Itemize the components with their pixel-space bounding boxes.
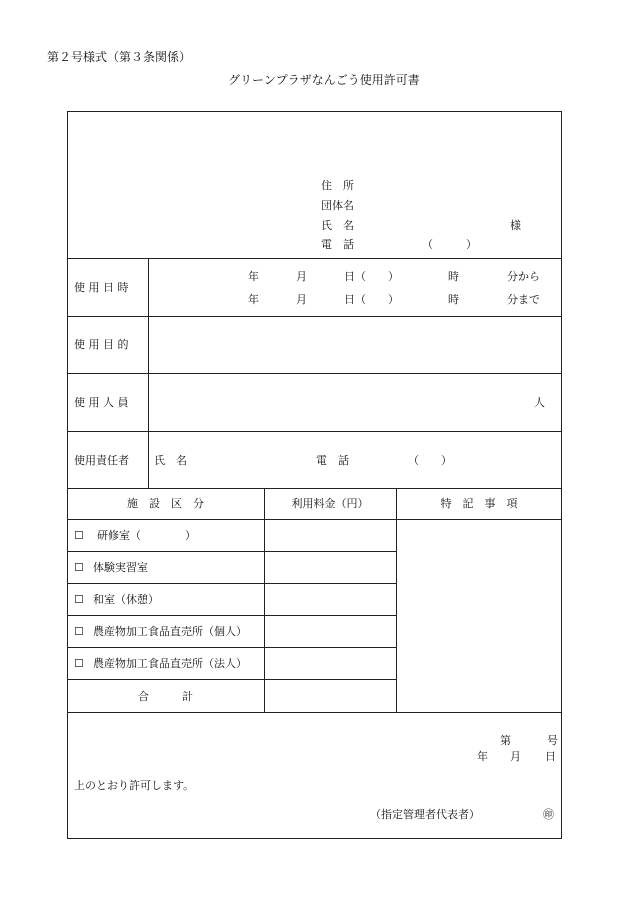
purpose-label: 使 用 目 的 bbox=[74, 338, 129, 351]
end-month: 月 bbox=[296, 293, 307, 306]
start-minute: 分から bbox=[507, 270, 540, 283]
phone-parens: （ ） bbox=[422, 238, 477, 251]
permit-number-prefix: 第 bbox=[500, 734, 511, 747]
divider bbox=[67, 712, 562, 713]
honorific: 様 bbox=[510, 219, 521, 232]
page-title: グリーンプラザなんごう使用許可書 bbox=[228, 73, 420, 87]
permit-day: 日 bbox=[545, 750, 556, 763]
attendees-unit: 人 bbox=[534, 396, 545, 409]
checkbox-icon[interactable]: ☐ bbox=[74, 625, 84, 638]
divider bbox=[67, 488, 562, 489]
total-label: 合 計 bbox=[138, 690, 193, 703]
address-label: 住 所 bbox=[321, 179, 354, 192]
manager-phone-label: 電 話 bbox=[316, 454, 349, 467]
facility-name: 農産物加工食品直売所（個人） bbox=[93, 625, 247, 638]
permit-year: 年 bbox=[477, 750, 488, 763]
end-minute: 分まで bbox=[507, 293, 540, 306]
attendees-label: 使 用 人 員 bbox=[74, 396, 129, 409]
divider bbox=[67, 519, 562, 520]
facility-name: 研修室（ ） bbox=[97, 529, 196, 542]
column-divider bbox=[396, 488, 397, 712]
divider bbox=[67, 373, 562, 374]
start-hour: 時 bbox=[448, 270, 459, 283]
divider bbox=[67, 316, 562, 317]
column-divider bbox=[264, 488, 265, 712]
end-day: 日（ ） bbox=[344, 293, 399, 306]
checkbox-icon[interactable]: ☐ bbox=[74, 657, 84, 670]
notes-header: 特 記 事 項 bbox=[440, 497, 518, 510]
divider bbox=[67, 647, 396, 648]
permit-month: 月 bbox=[510, 750, 521, 763]
divider bbox=[67, 551, 396, 552]
divider bbox=[67, 583, 396, 584]
name-label: 氏 名 bbox=[321, 219, 354, 232]
end-hour: 時 bbox=[448, 293, 459, 306]
usage-datetime-label: 使 用 日 時 bbox=[74, 281, 129, 294]
manager-phone-parens: （ ） bbox=[408, 454, 452, 467]
divider bbox=[67, 258, 562, 259]
start-day: 日（ ） bbox=[344, 270, 399, 283]
facility-name: 体験実習室 bbox=[93, 561, 148, 574]
checkbox-icon[interactable]: ☐ bbox=[74, 561, 84, 574]
facility-header: 施 設 区 分 bbox=[127, 497, 204, 510]
facility-name: 農産物加工食品直売所（法人） bbox=[93, 657, 247, 670]
fee-header: 利用料金（円） bbox=[291, 497, 369, 510]
group-name-label: 団体名 bbox=[321, 199, 354, 212]
phone-label: 電 話 bbox=[321, 238, 354, 251]
start-year: 年 bbox=[248, 270, 259, 283]
seal-icon: ㊞ bbox=[543, 808, 554, 821]
permit-number-suffix: 号 bbox=[547, 734, 558, 747]
divider bbox=[67, 615, 396, 616]
form-number: 第２号様式（第３条関係） bbox=[47, 50, 192, 64]
column-divider bbox=[148, 258, 149, 488]
form-frame bbox=[67, 111, 562, 839]
permit-statement: 上のとおり許可します。 bbox=[74, 779, 195, 792]
facility-name: 和室（休憩） bbox=[93, 593, 159, 606]
divider bbox=[67, 679, 396, 680]
end-year: 年 bbox=[248, 293, 259, 306]
divider bbox=[67, 431, 562, 432]
manager-label: 使用責任者 bbox=[74, 454, 129, 467]
checkbox-icon[interactable]: ☐ bbox=[74, 593, 84, 606]
manager-name-label: 氏 名 bbox=[154, 454, 187, 467]
checkbox-icon[interactable]: ☐ bbox=[74, 529, 84, 542]
issuer-label: （指定管理者代表者） bbox=[370, 808, 480, 821]
start-month: 月 bbox=[296, 270, 307, 283]
